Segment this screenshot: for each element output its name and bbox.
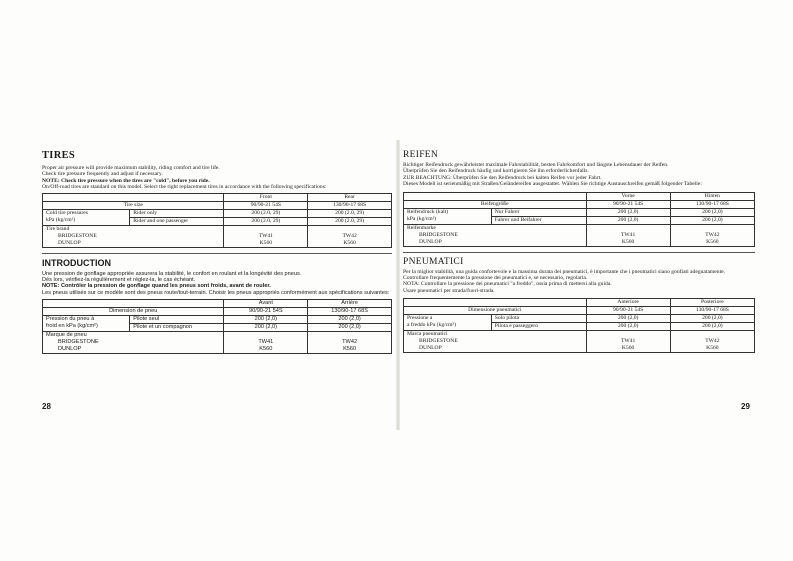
rider-pass-label: Fahrer und Beifahrer [491, 216, 586, 224]
brand-label: Marque de pneu [46, 332, 87, 339]
section-divider [403, 252, 755, 253]
introduction-section [42, 258, 392, 355]
brand-label: Reifenmarke [407, 224, 436, 231]
brand-1: BRIDGESTONE [58, 339, 99, 346]
pressure-label-line-2: kPa (kg/cm²) [46, 216, 76, 223]
pressure-label-line-2: kPa (kg/cm²) [407, 215, 437, 222]
tires-title: TIRES [42, 150, 76, 161]
table-row [404, 307, 755, 315]
col-rear-header: Arrière [308, 300, 392, 308]
rider-only-front: 200 (2.0, 29) [224, 209, 308, 217]
col-rear-header: Hinten [670, 192, 754, 200]
tires-para-3: On/Off-road tires are standard on this model. Select the right replacement tires in accordance with the following specifications: [42, 184, 327, 191]
brand-1-front: TW41 [258, 232, 273, 239]
brand-rear-cell [670, 331, 754, 353]
size-label: Tire size [43, 201, 224, 209]
rider-pass-front: 200 (2,0) [586, 216, 670, 224]
introduction-para-2: Dès lors, vérifiez-la régulièrement et réglez-la, le cas échéant. [42, 277, 196, 284]
reifen-spec-table [403, 192, 755, 247]
introduction-spec-table [42, 299, 392, 354]
size-rear: 130/90-17 68S [308, 308, 392, 316]
brand-2-rear: K560 [706, 238, 719, 245]
pressure-label-line-1: Cold tire pressures [46, 209, 88, 216]
col-front-header: Anteriore [586, 299, 670, 307]
rider-pass-rear: 200 (2,0) [308, 324, 392, 332]
reifen-para-3: Dieses Modell ist serienmäßig mit Straßen/Geländereifen ausgestattet. Wählen Sie richtige Austauschreifen gemäß folgender Tabelle: [403, 181, 702, 188]
brand-front-cell [586, 331, 670, 353]
size-rear: 130/90-17 68S [308, 201, 392, 209]
brand-2-rear: K560 [706, 345, 719, 352]
rider-only-front: 200 (2,0) [586, 315, 670, 323]
pressure-label-line-1: Reifendruck (kalt) [407, 208, 449, 215]
table-row [43, 201, 392, 209]
col-front-header: Avant [224, 300, 308, 308]
pneumatici-para-2: Controllare frequentemente la pressione dei pneumatici e, se necessario, regolarla. [403, 275, 588, 282]
rider-pass-label: Pilote et un compagnon [130, 324, 224, 332]
pressure-label-line-2: froid en kPa (kg/cm²) [46, 323, 98, 330]
table-row [43, 209, 392, 217]
col-front-header: Front [224, 193, 308, 201]
rider-only-front: 200 (2,0) [224, 316, 308, 324]
reifen-para-1: Richtiger Reifendruck gewährleistet maximale Fahrstabilität, besten Fahrkomfort und längste Lebensdauer der Reifen. [403, 162, 669, 168]
table-cell [43, 300, 224, 308]
table-row [404, 315, 755, 323]
rider-pass-label: Pilota e passeggero [491, 323, 586, 331]
rider-pass-label: Rider and one passenger [130, 217, 224, 225]
brand-1-rear: TW42 [705, 231, 720, 238]
rider-only-front: 200 (2,0) [586, 208, 670, 216]
brand-2: DUNLOP [58, 239, 81, 246]
brand-cell [43, 332, 224, 354]
pneumatici-spec-table [403, 298, 755, 353]
brand-2-front: K560 [621, 345, 635, 352]
rider-pass-front: 200 (2.0, 29) [224, 217, 308, 225]
introduction-note: NOTE: Contrôler la pression de gonflage quand les pneus sont froids, avant de rouler. [42, 283, 271, 290]
table-row [404, 331, 755, 353]
brand-1-rear: TW42 [342, 339, 358, 346]
brand-label: Marca pneumatici [407, 331, 448, 338]
page-gutter [396, 140, 400, 430]
brand-cell [404, 331, 587, 353]
rider-pass-front: 200 (2,0) [586, 323, 670, 331]
brand-1-front: TW41 [620, 231, 636, 238]
pressure-label [43, 209, 130, 225]
brand-2-front: K560 [621, 238, 635, 245]
size-front: 90/90-21 54S [586, 200, 670, 208]
size-label: Dimensione pneumatici [404, 307, 587, 315]
brand-2: DUNLOP [58, 346, 82, 353]
table-cell [404, 192, 587, 200]
brand-1: BRIDGESTONE [419, 338, 458, 345]
brand-cell [404, 224, 587, 246]
table-row [43, 308, 392, 316]
introduction-title: INTRODUCTION [42, 257, 111, 268]
pressure-label [404, 208, 492, 224]
brand-rear-cell [670, 224, 754, 246]
pressure-label-line-2: a freddo kPa (kg/cm²) [407, 322, 457, 329]
pressure-label [404, 315, 492, 331]
page-number-right: 29 [741, 402, 750, 411]
rider-only-label: Solo pilota [491, 315, 586, 323]
brand-1-front: TW41 [620, 338, 636, 345]
section-divider [42, 253, 392, 254]
rider-only-rear: 200 (2,0) [670, 315, 754, 323]
brand-rear-cell [308, 225, 392, 247]
table-header-row [43, 193, 392, 201]
table-header-row [43, 300, 392, 308]
table-cell [43, 193, 224, 201]
col-rear-header: Rear [308, 193, 392, 201]
tires-section [42, 150, 392, 248]
size-rear: 130/90-17 68S [670, 307, 754, 315]
brand-1-rear: TW42 [342, 232, 357, 239]
brand-front-cell [586, 224, 670, 246]
rider-pass-rear: 200 (2,0) [670, 216, 754, 224]
brand-2-rear: K560 [343, 239, 356, 246]
table-row [404, 208, 755, 216]
pneumatici-title: PNEUMATICI [403, 256, 464, 267]
pressure-label [43, 316, 130, 332]
rider-only-rear: 200 (2,0) [670, 208, 754, 216]
pneumatici-para-1: Per la miglior stabilità, una guida confortevole e la massima durata dei pneumatici, è importante che i pneumatici siano gonfiati adeguatamente. [403, 268, 725, 275]
size-front: 90/90-21 54S [224, 201, 308, 209]
table-row [404, 200, 755, 208]
rider-only-rear: 200 (2,0) [308, 316, 392, 324]
reifen-note: ZUR BEACHTUNG: Überprüfen Sie den Reifendruck bei kalten Reifen vor jeder Fahrt. [403, 174, 602, 181]
pneumatici-section [403, 257, 755, 354]
col-front-header: Vorne [586, 192, 670, 200]
pneumatici-note: NOTA: Controllare la pressione dei pneumatici "a freddo", ossia prima di mettersi alla guida. [403, 281, 612, 288]
rider-only-label: Pilote seul [130, 316, 224, 324]
brand-2-rear: K560 [343, 346, 357, 353]
pressure-label-line-1: Pressione a [407, 315, 433, 322]
brand-label: Tire brand [46, 225, 70, 232]
brand-2: DUNLOP [419, 238, 442, 245]
rider-only-label: Rider only [130, 209, 224, 217]
pressure-label-line-1: Pression du pneu à [46, 316, 95, 323]
right-page [403, 150, 755, 353]
rider-only-label: Nur Fahrer [491, 208, 586, 216]
reifen-title: REIFEN [403, 150, 439, 160]
table-header-row [404, 192, 755, 200]
table-row [43, 332, 392, 354]
brand-front-cell [224, 225, 308, 247]
brand-1: BRIDGESTONE [419, 231, 458, 238]
size-rear: 130/90-17 68S [670, 200, 754, 208]
table-header-row [404, 299, 755, 307]
rider-pass-rear: 200 (2,0) [670, 323, 754, 331]
brand-2: DUNLOP [419, 345, 442, 352]
tires-para-1: Proper air pressure will provide maximum stability, riding comfort and tire life. [42, 165, 220, 171]
page-number-left: 28 [42, 402, 51, 411]
table-row [43, 225, 392, 247]
size-front: 90/90-21 54S [224, 308, 308, 316]
introduction-para-3: Les pneus utilisés sur ce modèle sont des pneus route/tout-terrain. Choisir les pneus appropriés conformément aux spécifications suivantes: [42, 289, 390, 296]
table-cell [404, 299, 587, 307]
rider-only-rear: 200 (2.0, 29) [308, 209, 392, 217]
brand-rear-cell [308, 332, 392, 354]
brand-1: BRIDGESTONE [58, 232, 97, 239]
reifen-para-2: Überprüfen Sie den Reifendruck häufig und korrigieren Sie ihn erforderlichenfalls. [403, 168, 589, 175]
col-rear-header: Posteriore [670, 299, 754, 307]
pneumatici-para-3: Usare pneumatici per strada/fuori-strada. [403, 287, 495, 294]
brand-2-front: K560 [259, 239, 273, 246]
table-row [43, 316, 392, 324]
table-row [404, 224, 755, 246]
reifen-section [403, 150, 755, 247]
brand-1-front: TW41 [258, 339, 274, 346]
brand-1-rear: TW42 [705, 338, 720, 345]
brand-cell [43, 225, 224, 247]
size-front: 90/90-21 54S [586, 307, 670, 315]
size-label: Dimension de pneu [43, 308, 224, 316]
tires-para-2: Check tire pressure frequently and adjust if necessary. [42, 171, 163, 178]
left-page [42, 150, 392, 354]
tires-spec-table [42, 193, 392, 248]
brand-front-cell [224, 332, 308, 354]
brand-2-front: K560 [259, 346, 273, 353]
size-label: Reifengröße [404, 200, 587, 208]
rider-pass-rear: 200 (2.0, 29) [308, 217, 392, 225]
introduction-para-1: Une pression de gonflage appropriée assurera la stabilité, le confort en roulant et la longévité des pneus. [42, 270, 302, 277]
rider-pass-front: 200 (2,0) [224, 324, 308, 332]
tires-note: NOTE: Check tire pressure when the tires are "cold", before you ride. [42, 177, 210, 184]
